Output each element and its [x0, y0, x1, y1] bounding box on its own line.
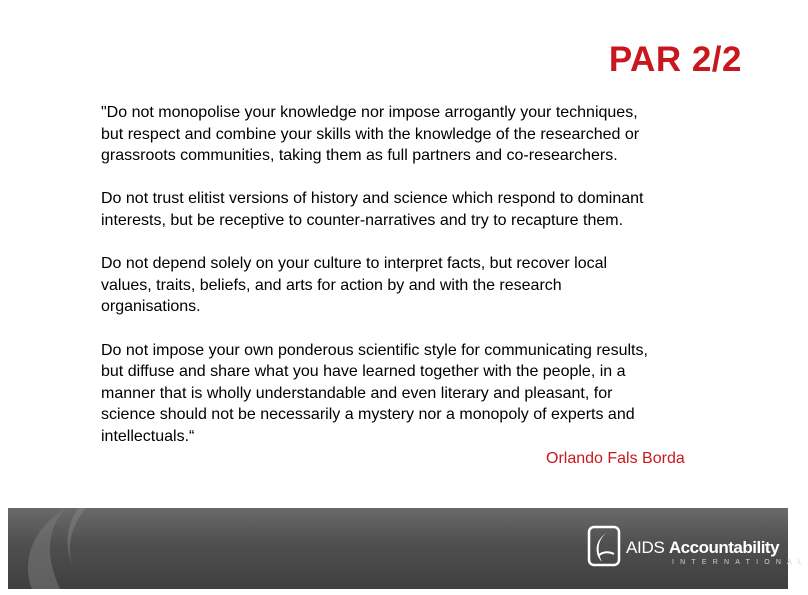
quote-paragraph-4: Do not impose your own ponderous scientific style for communicating results, but diffuse and share what you have learned together with the people, in a manner that is wholly understandable and even literary and pleasant, for science should not be necessarily a mystery nor a monopoly of experts and intellectuals.“ — [101, 341, 648, 445]
aids-accountability-logo — [586, 522, 808, 574]
logo-word-aids: AIDS — [626, 538, 669, 557]
logo-emblem-icon — [586, 524, 622, 570]
quote-block — [101, 102, 741, 448]
quote-author: Orlando Fals Borda — [546, 450, 685, 467]
slide-title: PAR 2/2 — [608, 40, 742, 79]
logo-word-accountability: Accountability — [668, 538, 780, 557]
quote-paragraph-2: Do not trust elitist versions of history and science which respond to dominant interests, but be receptive to counter-narratives and try to recapture them. — [101, 190, 644, 229]
logo-subtitle: INTERNATIONAL — [672, 559, 808, 566]
footer-swoosh-icon — [8, 508, 128, 589]
footer-band — [8, 508, 808, 589]
quote-paragraph-3: Do not depend solely on your culture to interpret facts, but recover local values, traits, beliefs, and arts for action by and with the research organisations. — [101, 255, 608, 316]
quote-paragraph-1: "Do not monopolise your knowledge nor impose arrogantly your techniques, but respect and combine your skills with the knowledge of the researched or grassroots communities, taking them as full partners and co-researchers. — [101, 104, 640, 165]
